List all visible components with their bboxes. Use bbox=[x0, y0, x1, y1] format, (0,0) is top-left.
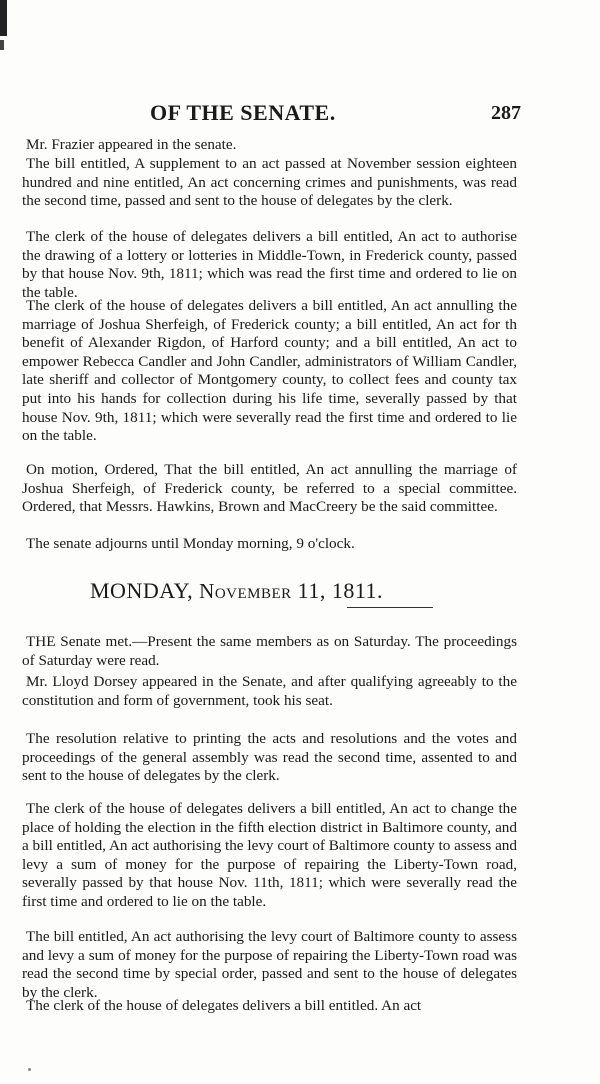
heading-date: 11, 1811. bbox=[297, 578, 384, 603]
heading-month: November bbox=[199, 579, 292, 603]
heading-rule bbox=[347, 607, 433, 608]
scan-edge-mark bbox=[0, 0, 7, 36]
paragraph: Mr. Lloyd Dorsey appeared in the Senate, and after qualifying agreeably to the constitution and form of government, took his seat. bbox=[22, 673, 517, 709]
paragraph: On motion, Ordered, That the bill entitled, An act annulling the marriage of Joshua Sherfeigh, of Frederick county, be referred to a special committee. Ordered, that Messrs. Hawkins, Brown and MacCreery be the said committee. bbox=[22, 461, 517, 516]
paragraph: Mr. Frazier appeared in the senate. bbox=[26, 136, 237, 153]
running-head bbox=[0, 100, 600, 130]
paragraph: The bill entitled, An act authorising the levy court of Baltimore county to assess and levy a sum of money for the purpose of repairing the Liberty-Town road was read the second time by special order, passed and sent to the house of delegates by the clerk. bbox=[22, 928, 517, 1001]
paragraph: The clerk of the house of delegates delivers a bill entitled, An act to authorise the drawing of a lottery or lotteries in Middle-Town, in Frederick county, passed by that house Nov. 9th, 1811; which was read the first time and ordered to lie on the table. bbox=[22, 228, 517, 301]
paragraph: The clerk of the house of delegates delivers a bill entitled. An act bbox=[26, 997, 422, 1014]
scan-edge-mark bbox=[0, 40, 4, 50]
heading-day: MONDAY, bbox=[90, 578, 194, 603]
paragraph: The clerk of the house of delegates delivers a bill entitled, An act to change the place of holding the election in the fifth election district in Baltimore county, and a bill entitled, An act authorising the levy court of Baltimore county to assess and levy a sum of money for the purpose of repairing the Liberty-Town road, severally passed by that house Nov. 11th, 1811; which were severally read the first time and ordered to lie on the table. bbox=[22, 800, 517, 910]
paragraph: The clerk of the house of delegates delivers a bill entitled, An act annulling the marriage of Joshua Sherfeigh, of Frederick county; a bill entitled, An act for th benefit of Alexander Rigdon, of Harford county; and a bill entitled, An act to empower Rebecca Candler and John Candler, administrators of William Candler, late sheriff and collector of Montgomery county, to collect fees and county tax put into his hands for collection during his life time, severally passed by that house Nov. 9th, 1811; which were severally read the first time and ordered to lie on the table. bbox=[22, 297, 517, 445]
page-title: OF THE SENATE. bbox=[150, 100, 336, 125]
section-heading bbox=[90, 578, 383, 604]
scan-speck bbox=[28, 1068, 31, 1071]
paragraph: The senate adjourns until Monday morning, 9 o'clock. bbox=[26, 535, 355, 552]
paragraph: The resolution relative to printing the acts and resolutions and the votes and proceedings of the general assembly was read the second time, assented to and sent to the house of delegates by the clerk. bbox=[22, 730, 517, 785]
paragraph: THE Senate met.—Present the same members as on Saturday. The proceedings of Saturday were read. bbox=[22, 633, 517, 669]
paragraph: The bill entitled, A supplement to an act passed at November session eighteen hundred and nine entitled, An act concerning crimes and punishments, was read the second time, passed and sent to the house of delegates by the clerk. bbox=[22, 155, 517, 210]
page-number: 287 bbox=[491, 102, 521, 124]
